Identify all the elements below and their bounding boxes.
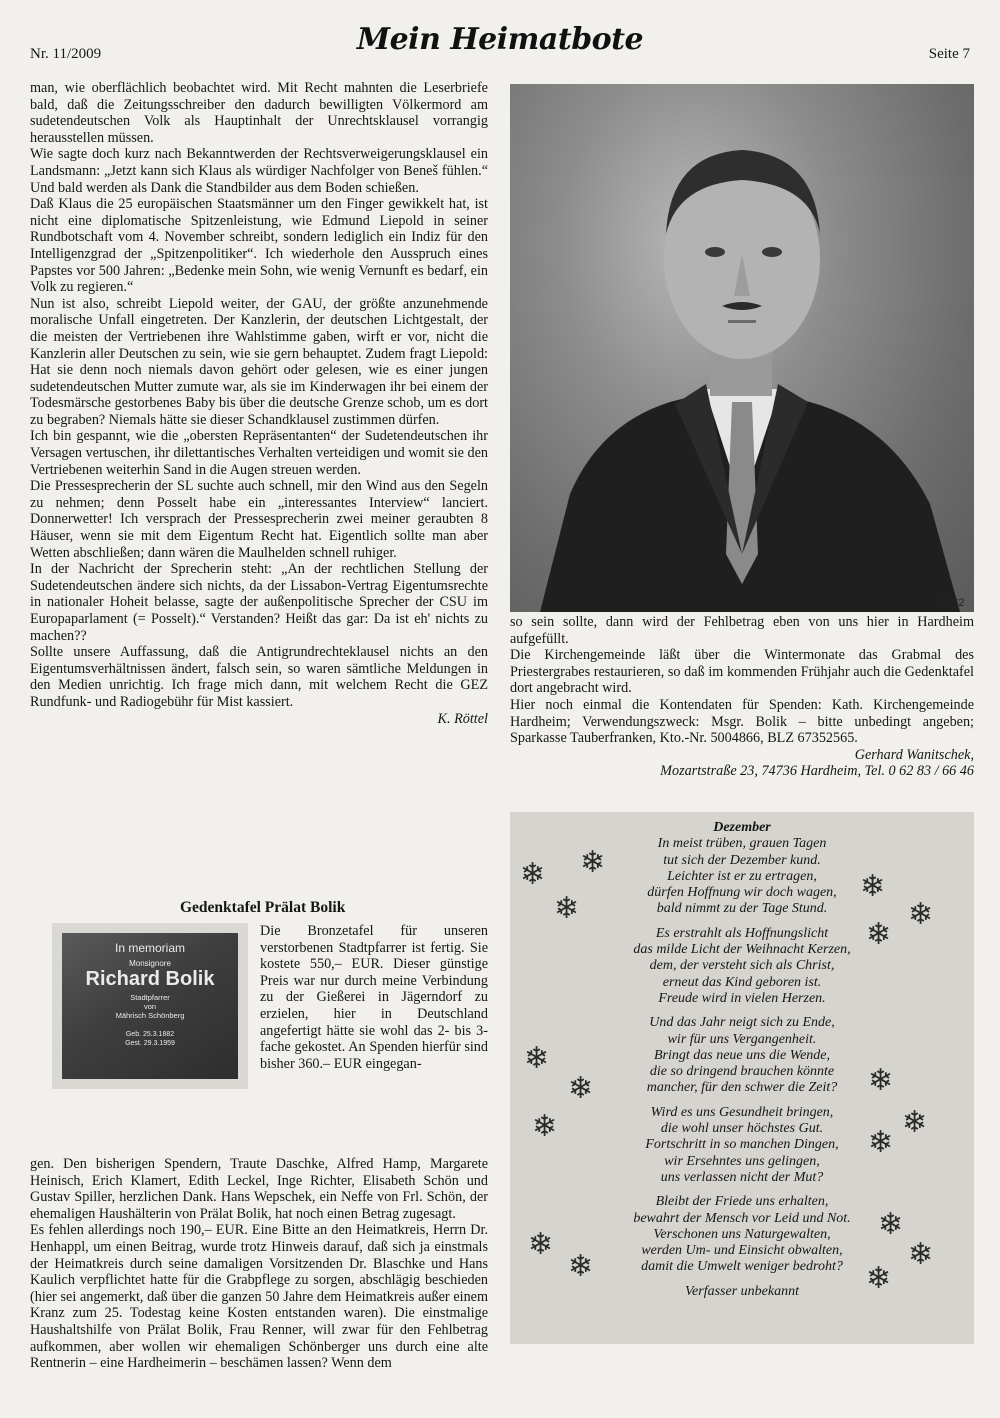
- poem-line: Bringt das neue uns die Wende,: [653, 1047, 830, 1063]
- poem-line: Freude wird in vielen Herzen.: [658, 990, 826, 1006]
- portrait-photo: [510, 84, 974, 612]
- issue-number: Nr. 11/2009: [30, 46, 102, 62]
- snowflake-icon: ❄: [568, 1250, 594, 1283]
- poem-stanza: [510, 1194, 974, 1275]
- poem-line: Und das Jahr neigt sich zu Ende,: [649, 1015, 835, 1031]
- snowflake-icon: ❄: [580, 846, 606, 879]
- poem-line: uns verlassen nicht der Mut?: [660, 1169, 824, 1185]
- poem-line: die so dringend brauchen könnte: [649, 1064, 835, 1080]
- masthead-logo: Mein Heimatbote: [356, 22, 644, 57]
- poem-line: Verschonen uns Naturgewalten,: [653, 1226, 831, 1242]
- poem-line: die wohl unser höchstes Gut.: [660, 1121, 824, 1137]
- article-paragraph: Daß Klaus die 25 europäischen Staatsmänner um den Finger gewikkelt hat, ist nicht eine diplomatische Spitzenleistung, wie Edmund Liepold in seiner Rundbotschaft vom 4. November schreibt, sondern lediglich ein Indiz für den Intelligenzgrad der „Spitzenpolitiker“. Ich wiederhole den Ausspruch eines Papstes vor 500 Jahren: „Bedenke mein Sohn, wie wenig Vernunft es bedarf, ein Volk zu regieren.“: [30, 196, 488, 296]
- article-paragraph: Sollte unsere Auffassung, daß die Antigrundrechteklausel nichts an den Eigentumsverhältnissen ändert, falsch sein, so waren sämtliche Meldungen in den Medien unrichtig. Ich frage mich dann, mit welchem Recht die GEZ Rundfunk- und Radiogebühr für Mist kassiert.: [30, 644, 488, 710]
- article-paragraph: Wie sagte doch kurz nach Bekanntwerden der Rechtsverweigerungsklausel ein Landsmann: „Jetzt kann sich Klaus als würdiger Nachfolger von Beneš fühlen.“ Und bald werden als Dank die Standbilder aus dem Boden schießen.: [30, 146, 488, 196]
- poem-line: werden Um- und Einsicht obwalten,: [641, 1243, 843, 1259]
- poem-title: Dezember: [713, 820, 771, 835]
- poem-line: wir Ersehntes uns gelingen,: [664, 1153, 820, 1169]
- poem-line: das milde Licht der Weihnacht Kerzen,: [633, 942, 851, 958]
- article-paragraph: man, wie oberflächlich beobachtet wird. Mit Recht mahnten die Leserbriefe bald, daß die Zeitungsschreiber den dadurch bewilligten Völkermord am sudetendeutschen Volk als Hauptinhalt der Unrechtsklausel vorrangig herausstellen müssen.: [30, 80, 488, 146]
- snowflake-icon: ❄: [568, 1072, 594, 1105]
- article-paragraph: gen. Den bisherigen Spendern, Traute Daschke, Alfred Hamp, Margarete Heinisch, Erich Klamert, Edith Leckel, Inge Richter, Elisabeth Schön und Gustav Spiller, herzlichen Dank. Hans Wepschek, ein Neffe von Frl. Schön, der ehemaligen Haushälterin von Prälat Bolik, hat noch einen Betrag zugesagt.: [30, 1156, 488, 1222]
- plaque-line: Gest. 29.3.1959: [125, 1040, 175, 1047]
- plaque-line: Mährisch Schönberg: [115, 1011, 185, 1020]
- article-paragraph: Die Kirchengemeinde läßt über die Wintermonate das Grabmal des Priestergrabes restaurieren, so daß im kommenden Frühjahr auch die Gedenktafel dort angebracht wird.: [510, 647, 974, 697]
- poem-line: Bleibt der Friede uns erhalten,: [655, 1194, 829, 1210]
- plaque-line: In memoriam: [114, 941, 185, 955]
- poem-line: erneut das Kind geboren ist.: [662, 974, 822, 990]
- article-main: [30, 80, 488, 727]
- article-paragraph: Nun ist also, schreibt Liepold weiter, der GAU, der größte anzunehmende moralische Unfall eingetreten. Der Kanzlerin, der deutschen Lichtgestalt, der die meisten der Vertriebenen ihre Wahlstimme gaben, wirft er vor, nicht die Kanzlerin aller Deutschen zu sein, wie sie gern behauptet. Zudem fragt Liepold: Hat sie denn noch niemals davon gehört oder gelesen, wie es einer jungen sudetendeutschen Mutter zumute war, als sie im Kinderwagen ihr bei einem der Todesmärsche gestorbenes Baby bis über die deutsche Grenze schob, um es dort zu begraben? Niemals hätte sie dieser Schandklausel zustimmen dürfen.: [30, 295, 488, 428]
- poem-line: Fortschritt in so manchen Dingen,: [645, 1137, 839, 1153]
- article-paragraph: Ich bin gespannt, wie die „obersten Repräsentanten“ der Sudetendeutschen ihr Versagen vertuschen, ihr dilettantisches Verhalten verteidigen und womit sie den Vertriebenen weiterhin Sand in die Augen streuen werden.: [30, 428, 488, 478]
- poem-line: Wird es uns Gesundheit bringen,: [650, 1104, 834, 1120]
- snowflake-icon: ❄: [532, 1110, 558, 1143]
- snowflake-icon: ❄: [902, 1106, 928, 1139]
- poem-line: dürfen Hoffnung wir doch wagen,: [647, 885, 837, 901]
- plaque-name: Richard Bolik: [85, 968, 215, 990]
- plaque-line: Monsignore: [129, 959, 171, 968]
- poem-line: wir für uns Vergangenheit.: [667, 1031, 817, 1047]
- author-address: Mozartstraße 23, 74736 Hardheim, Tel. 0 62 83 / 66 46: [660, 763, 974, 780]
- snowflake-icon: ❄: [860, 870, 886, 903]
- plaque-line: Geb. 25.3.1882: [125, 1031, 175, 1038]
- article-continuation: [510, 614, 974, 780]
- article-paragraph: so sein sollte, dann wird der Fehlbetrag eben von uns hier in Hardheim aufgefüllt.: [510, 614, 974, 647]
- snowflake-icon: ❄: [868, 1064, 894, 1097]
- poem-stanza: [510, 926, 974, 1007]
- snowflake-icon: ❄: [908, 1238, 934, 1271]
- photo-number: 5062: [940, 597, 965, 609]
- poem-line: dem, der versteht sich als Christ,: [649, 958, 835, 974]
- poem-line: tut sich der Dezember kund.: [663, 852, 821, 868]
- poem-line: mancher, für den schwer die Zeit?: [646, 1080, 838, 1096]
- poem-line: Es erstrahlt als Hoffnungslicht: [655, 925, 829, 941]
- poem-stanza: [510, 836, 974, 917]
- article-paragraph: Hier noch einmal die Kontendaten für Spenden: Kath. Kirchengemeinde Hardheim; Verwendungszweck: Msgr. Bolik – bitte unbedingt angeben; Sparkasse Tauberfranken, Kto.-Nr. 5004866, BLZ 67352565.: [510, 696, 974, 747]
- article-side-text: [260, 923, 488, 1072]
- poem-stanza: [510, 1105, 974, 1186]
- snowflake-icon: ❄: [908, 898, 934, 931]
- poem-stanza: [510, 1015, 974, 1096]
- poem-author: Verfasser unbekannt: [685, 1283, 799, 1299]
- poem-line: bald nimmt zu der Tage Stund.: [656, 901, 828, 917]
- snowflake-icon: ❄: [528, 1228, 554, 1261]
- plaque-line: Stadtpfarrer: [130, 993, 170, 1002]
- snowflake-icon: ❄: [866, 1262, 892, 1295]
- plaque-line: von: [143, 1002, 157, 1011]
- article-body: [30, 1156, 488, 1372]
- poem-text: [510, 820, 974, 1300]
- snowflake-icon: ❄: [866, 918, 892, 951]
- snowflake-icon: ❄: [868, 1126, 894, 1159]
- article-author: Gerhard Wanitschek,: [854, 746, 974, 763]
- poem-line: In meist trüben, grauen Tagen: [657, 836, 827, 852]
- article-author: K. Röttel: [437, 710, 488, 727]
- article-paragraph: Es fehlen allerdings noch 190,– EUR. Eine Bitte an den Heimatkreis, Herrn Dr. Henhappl, um einen Beitrag, wurde trotz Hinweis darauf, daß sich ja einstmals der Heimatkreis durch seine damaligen Vorsitzenden Dr. Blaschke und Hans Kaulich verpflichtet hatte für die Grabpflege zu sorgen, abschlägig beschieden (hier sei angemerkt, daß über die ganzen 50 Jahre dem Heimatkreis außer einem Kranz zum 25. Todestag keine Kosten entstanden waren). Die einstmalige Haushaltshilfe von Prälat Bolik, Frau Renner, will zwar für den Fehlbetrag aufkommen, aber wollen wir ehemaligen Schönberger uns durch eine alte Rentnerin – eine Hardheimerin – beschämen lassen? Wenn dem: [30, 1222, 488, 1372]
- poem-box: [510, 812, 974, 1344]
- article-title: Gedenktafel Prälat Bolik: [180, 899, 346, 916]
- poem-line: damit die Umwelt weniger bedroht?: [641, 1259, 843, 1275]
- snowflake-icon: ❄: [878, 1208, 904, 1241]
- poem-line: Leichter ist er zu ertragen,: [667, 868, 817, 884]
- article-paragraph: Die Bronzetafel für unseren verstorbenen Stadtpfarrer ist fertig. Sie kostete 550,– EUR. Dieser günstige Preis war nur durch meine Verbindung zu der Gießerei in Jägerndorf zu erzielen, hier in Deutschland angefertigt hätte sie wohl das 2- bis 3-fache gekostet. An Spenden hierfür sind bisher 360.– EUR eingegan-: [260, 923, 488, 1072]
- article-paragraph: Die Pressesprecherin der SL suchte auch schnell, mir den Wind aus den Segeln zu nehmen; denn Posselt habe ein „interessantes Interview“ lanciert. Donnerwetter! Ich versprach der Pressesprecherin zwei meiner geraubten 8 Häuser, wenn sie mit dem Eigentum Recht hat. Eigentlich sollte man aber Wetten abschließen; dann wären die Maulhelden schnell ruhiger.: [30, 478, 488, 561]
- snowflake-icon: ❄: [524, 1042, 550, 1075]
- snowflake-icon: ❄: [554, 892, 580, 925]
- poem-line: bewahrt der Mensch vor Leid und Not.: [633, 1210, 851, 1226]
- memorial-plaque-image: [52, 923, 248, 1089]
- article-paragraph: In der Nachricht der Sprecherin steht: „An der rechtlichen Stellung der Sudetendeutschen ändere sich nichts, da der Lissabon-Vertrag Eigentumsrechte in nationaler Hoheit belasse, sagte der außenpolitische Sprecher der CSU im Europaparlament (= Posselt).“ Verstanden? Heißt das gar: Da ist eh' nichts zu machen??: [30, 561, 488, 644]
- page-number: Seite 7: [928, 46, 970, 62]
- snowflake-icon: ❄: [520, 858, 546, 891]
